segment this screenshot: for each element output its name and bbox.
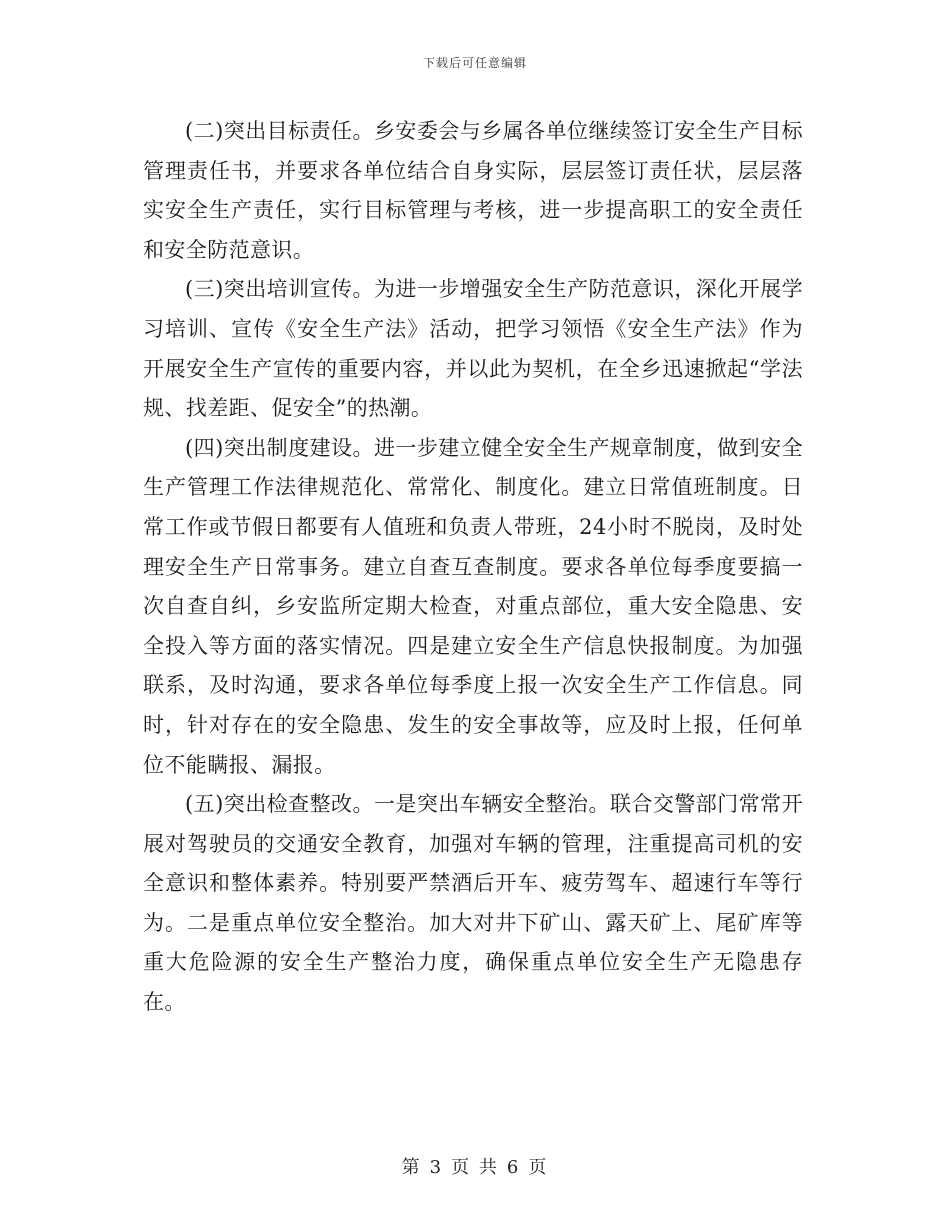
footer-prefix: 第 bbox=[401, 1157, 422, 1178]
paragraph-target-responsibility: (二)突出目标责任。乡安委会与乡属各单位继续签订安全生产目标管理责任书，并要求各单位结合自身实际，层层签订责任状，层层落实安全生产责任，实行目标管理与考核，进一步提高职工的安全责任和安全防范意识。 bbox=[143, 119, 803, 262]
footer-suffix: 页 bbox=[528, 1157, 549, 1178]
document-body bbox=[143, 112, 803, 1023]
paragraph-system-building: (四)突出制度建设。进一步建立健全安全生产规章制度，做到安全生产管理工作法律规范化、常常化、制度化。建立日常值班制度。日常工作或节假日都要有人值班和负责人带班，24小时不脱岗，及时处理安全生产日常事务。建立自查互查制度。要求各单位每季度要搞一次自查自纠，乡安监所定期大检查，对重点部位，重大安全隐患、安全投入等方面的落实情况。四是建立安全生产信息快报制度。为加强联系，及时沟通，要求各单位每季度上报一次安全生产工作信息。同时，针对存在的安全隐患、发生的安全事故等，应及时上报，任何单位不能瞒报、漏报。 bbox=[143, 435, 803, 777]
paragraph-inspection-rectification: (五)突出检查整改。一是突出车辆安全整治。联合交警部门常常开展对驾驶员的交通安全教育，加强对车辆的管理，注重提高司机的安全意识和整体素养。特别要严禁酒后开车、疲劳驾车、超速行车等行为。二是重点单位安全整治。加大对井下矿山、露天矿上、尾矿库等重大危险源的安全生产整治力度，确保重点单位安全生产无隐患存在。 bbox=[143, 792, 803, 1015]
footer-total-pages: 6 bbox=[506, 1157, 521, 1178]
footer-page-number: 3 bbox=[429, 1157, 444, 1178]
paragraph-training-publicity: (三)突出培训宣传。为进一步增强安全生产防范意识，深化开展学习培训、宣传《安全生产法》活动，把学习领悟《安全生产法》作为开展安全生产宣传的重要内容，并以此为契机，在全乡迅速掀起“学法规、找差距、促安全”的热潮。 bbox=[143, 277, 803, 421]
footer-middle: 页 共 bbox=[451, 1157, 499, 1178]
page-footer bbox=[0, 1153, 950, 1179]
page-header: 下载后可任意编辑 bbox=[422, 56, 527, 70]
